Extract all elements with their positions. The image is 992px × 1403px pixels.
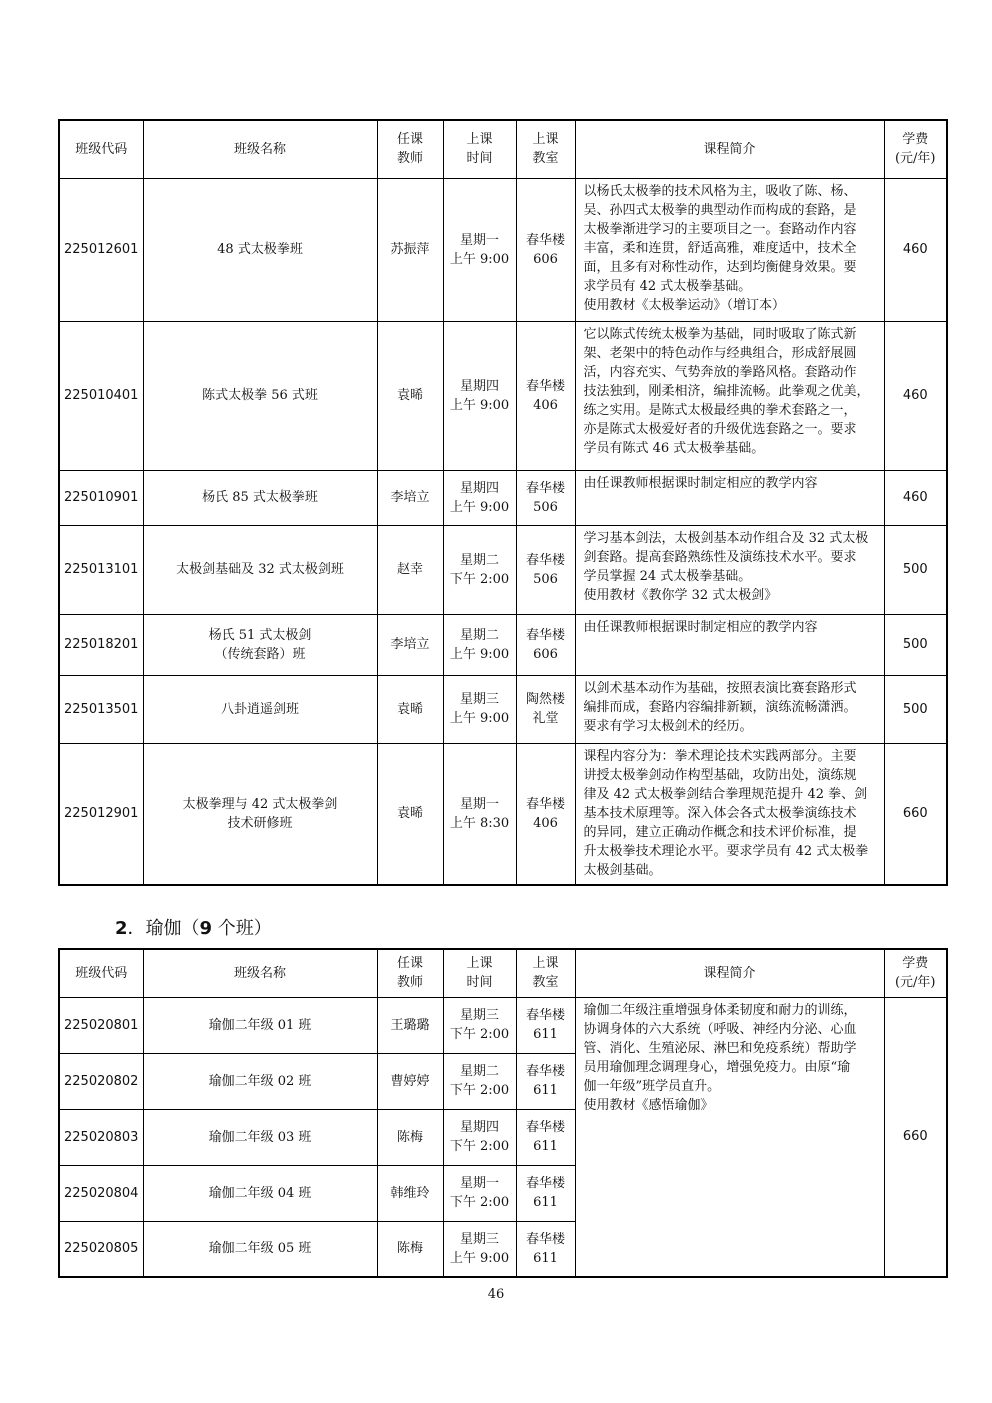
teacher-name: 曹婷婷: [377, 1053, 443, 1109]
classroom: [516, 614, 575, 675]
teacher-name: 王璐璐: [377, 997, 443, 1053]
header-fee: 学费 (元/年): [884, 120, 947, 178]
text-line: 春华楼: [525, 480, 565, 496]
teacher-name: 陈梅: [377, 1221, 443, 1277]
text-line: 由任课教师根据课时制定相应的教学内容: [583, 619, 818, 635]
text-line: 面，且多有对称性动作，达到均衡健身效果。要: [583, 259, 857, 275]
course-description: [575, 525, 884, 614]
text-line: 506: [533, 499, 558, 515]
text-line: 星期四: [459, 1120, 499, 1135]
text-line: 春华楼: [525, 796, 565, 812]
header-room: 上课 教室: [516, 120, 575, 178]
class-time: [443, 1221, 516, 1277]
text-line: 星期一: [459, 796, 499, 812]
header-desc: 课程简介: [575, 120, 884, 178]
text-line: 春华楼: [525, 552, 565, 568]
class-name: [143, 178, 377, 321]
teacher-name: 李培立: [377, 470, 443, 525]
class-time: [443, 321, 516, 470]
course-description: [575, 470, 884, 525]
text-line: 611: [533, 1027, 558, 1042]
course-description: [575, 675, 884, 743]
text-line: 求学员有 42 式太极拳基础。: [583, 278, 752, 294]
text-line: 春华楼: [525, 1176, 565, 1191]
text-line: 星期二: [459, 1064, 499, 1079]
text-line: 编排而成，套路内容编排新颖，演练流畅潇洒。: [583, 699, 857, 715]
teacher-name: 苏振萍: [377, 178, 443, 321]
header-desc: 课程简介: [575, 949, 884, 997]
text-line: 星期一: [459, 232, 499, 248]
text-line: 下午 2:00: [449, 1027, 510, 1042]
text-line: 礼堂: [532, 711, 559, 726]
text-line: 升太极拳技术理论水平。要求学员有 42 式太极拳: [583, 843, 869, 859]
course-description: [575, 178, 884, 321]
text-line: 上午 9:00: [449, 397, 510, 413]
text-line: 星期四: [459, 378, 499, 394]
text-line: 春华楼: [525, 1231, 565, 1247]
class-code: 225020803: [59, 1109, 143, 1165]
text-line: 星期三: [459, 1008, 499, 1023]
teacher-name: 赵幸: [377, 525, 443, 614]
header-teacher: 任课 教师: [377, 120, 443, 178]
text-line: 由任课教师根据课时制定相应的教学内容: [583, 475, 818, 491]
class-code: 225020805: [59, 1221, 143, 1277]
text-line: 以剑术基本动作为基础，按照表演比赛套路形式: [583, 680, 857, 696]
course-description: [575, 743, 884, 885]
text-line: 太极拳理与 42 式太极拳剑: [182, 796, 338, 812]
table-header-row: [59, 949, 947, 997]
classroom: [516, 178, 575, 321]
text-line: 律及 42 式太极拳剑结合拳理规范提升 42 拳、剑: [583, 786, 868, 802]
text-line: 606: [533, 646, 558, 662]
text-line: 611: [533, 1139, 558, 1154]
text-line: 管、消化、生殖泌尿、淋巴和免疫系统）帮助学: [583, 1040, 857, 1056]
taichi-course-table: [58, 119, 948, 886]
text-line: 以杨氏太极拳的技术风格为主，吸收了陈、杨、: [583, 183, 857, 199]
text-line: 星期三: [459, 1231, 499, 1247]
text-line: 活，内容充实、气势奔放的拳路风格。套路动作: [583, 364, 857, 380]
classroom: [516, 470, 575, 525]
course-description: [575, 614, 884, 675]
text-line: 太极剑基础及 32 式太极剑班: [176, 562, 344, 577]
text-line: 太极剑基础。: [583, 862, 662, 878]
text-line: 春华楼: [525, 378, 565, 394]
class-time: [443, 1109, 516, 1165]
table-row: [59, 743, 947, 885]
class-time: [443, 997, 516, 1053]
class-name: [143, 525, 377, 614]
class-code: 225020802: [59, 1053, 143, 1109]
text-line: 丰富，柔和连贯，舒适高雅，难度适中，技术全: [583, 240, 857, 256]
section-heading-yoga: 2．瑜伽（9 个班）: [115, 918, 272, 939]
class-code: 225013101: [59, 525, 143, 614]
class-name: 瑜伽二年级 05 班: [143, 1221, 377, 1277]
classroom: [516, 743, 575, 885]
text-line: 员用瑜伽理念调理身心，增强免疫力。由原“瑜: [583, 1059, 851, 1075]
page-number: 46: [487, 1287, 505, 1302]
text-line: 春华楼: [525, 1120, 565, 1135]
text-line: 上午 9:00: [449, 646, 510, 662]
class-name: [143, 675, 377, 743]
class-code: 225020801: [59, 997, 143, 1053]
table-row: [59, 178, 947, 321]
teacher-name: 李培立: [377, 614, 443, 675]
text-line: 星期一: [459, 1176, 499, 1191]
text-line: 技法独到，刚柔相济，编排流畅。此拳观之优美，: [583, 383, 870, 399]
table-row: [59, 614, 947, 675]
class-time: [443, 525, 516, 614]
classroom: [516, 525, 575, 614]
tuition-fee: 660: [884, 997, 947, 1277]
header-code: 班级代码: [59, 949, 143, 997]
class-name: 瑜伽二年级 04 班: [143, 1165, 377, 1221]
yoga-course-table: [58, 948, 948, 1278]
text-line: 基本技术原理等。深入体会各式太极拳演练技术: [583, 805, 857, 821]
class-code: 225018201: [59, 614, 143, 675]
text-line: 春华楼: [525, 232, 565, 248]
text-line: 太极拳渐进学习的主要项目之一。套路动作内容: [583, 221, 857, 237]
text-line: 学习基本剑法，太极剑基本动作组合及 32 式太极: [583, 530, 869, 546]
classroom: [516, 675, 575, 743]
table-row: [59, 470, 947, 525]
course-description: [575, 997, 884, 1277]
text-line: 杨氏 85 式太极拳班: [202, 490, 318, 505]
class-name: [143, 470, 377, 525]
class-time: [443, 178, 516, 321]
table-row: [59, 525, 947, 614]
tuition-fee: 460: [884, 321, 947, 470]
text-line: 学员掌握 24 式太极拳基础。: [583, 568, 752, 584]
classroom: [516, 1221, 575, 1277]
text-line: 611: [533, 1195, 558, 1210]
tuition-fee: 500: [884, 614, 947, 675]
classroom: [516, 997, 575, 1053]
text-line: 611: [533, 1083, 558, 1098]
text-line: 611: [533, 1250, 558, 1266]
text-line: 上午 9:00: [449, 499, 510, 515]
text-line: （传统套路）班: [214, 646, 306, 662]
text-line: 上午 8:30: [449, 815, 510, 831]
text-line: 下午 2:00: [449, 1083, 510, 1098]
text-line: 要求有学习太极剑术的经历。: [583, 718, 753, 734]
text-line: 春华楼: [525, 1008, 565, 1023]
class-code: 225020804: [59, 1165, 143, 1221]
teacher-name: 袁晞: [377, 743, 443, 885]
text-line: 春华楼: [525, 627, 565, 643]
table-row: [59, 675, 947, 743]
class-code: 225012901: [59, 743, 143, 885]
table-row: [59, 997, 947, 1053]
class-name: [143, 321, 377, 470]
header-name: 班级名称: [143, 949, 377, 997]
class-code: 225010401: [59, 321, 143, 470]
text-line: 上午 9:00: [449, 1250, 510, 1266]
text-line: 星期三: [459, 692, 499, 707]
class-name: [143, 743, 377, 885]
teacher-name: 袁晞: [377, 321, 443, 470]
text-line: 课程内容分为：拳术理论技术实践两部分。主要: [583, 748, 857, 764]
header-time: 上课 时间: [443, 120, 516, 178]
text-line: 它以陈式传统太极拳为基础，同时吸取了陈式新: [583, 326, 857, 342]
tuition-fee: 660: [884, 743, 947, 885]
class-name: 瑜伽二年级 02 班: [143, 1053, 377, 1109]
tuition-fee: 460: [884, 470, 947, 525]
text-line: 杨氏 51 式太极剑: [208, 627, 312, 643]
text-line: 架、老架中的特色动作与经典组合，形成舒展圆: [583, 345, 857, 361]
class-time: [443, 743, 516, 885]
header-fee: 学费 (元/年): [884, 949, 947, 997]
class-time: [443, 1053, 516, 1109]
text-line: 吴、孙四式太极拳的典型动作而构成的套路，是: [583, 202, 857, 218]
class-code: 225010901: [59, 470, 143, 525]
text-line: 剑套路。提高套路熟练性及演练技术水平。要求: [583, 549, 857, 565]
text-line: 星期二: [459, 627, 499, 643]
text-line: 八卦逍遥剑班: [220, 701, 299, 717]
classroom: [516, 1109, 575, 1165]
class-name: 瑜伽二年级 03 班: [143, 1109, 377, 1165]
teacher-name: 陈梅: [377, 1109, 443, 1165]
tuition-fee: 500: [884, 525, 947, 614]
table-row: [59, 321, 947, 470]
text-line: 使用教材《教你学 32 式太极剑》: [583, 587, 778, 603]
class-code: 225012601: [59, 178, 143, 321]
text-line: 陶然楼: [525, 692, 565, 707]
text-line: 使用教材《太极拳运动》（增订本）: [583, 297, 786, 313]
class-time: [443, 470, 516, 525]
text-line: 上午 9:00: [449, 711, 510, 726]
text-line: 瑜伽二年级注重增强身体柔韧度和耐力的训练，: [583, 1002, 857, 1018]
text-line: 下午 2:00: [449, 1139, 510, 1154]
text-line: 星期二: [459, 552, 499, 568]
table-header-row: [59, 120, 947, 178]
classroom: [516, 321, 575, 470]
text-line: 上午 9:00: [449, 251, 510, 267]
text-line: 的异同，建立正确动作概念和技术评价标准，提: [583, 824, 857, 840]
class-name: [143, 614, 377, 675]
text-line: 使用教材《感悟瑜伽》: [583, 1097, 714, 1113]
text-line: 春华楼: [525, 1064, 565, 1079]
text-line: 伽一年级”班学员直升。: [583, 1078, 721, 1094]
text-line: 星期四: [459, 480, 499, 496]
header-name: 班级名称: [143, 120, 377, 178]
text-line: 406: [533, 815, 558, 831]
text-line: 学员有陈式 46 式太极拳基础。: [583, 440, 765, 456]
class-name: 瑜伽二年级 01 班: [143, 997, 377, 1053]
class-time: [443, 675, 516, 743]
tuition-fee: 460: [884, 178, 947, 321]
text-line: 606: [533, 251, 558, 267]
header-room: 上课 教室: [516, 949, 575, 997]
classroom: [516, 1053, 575, 1109]
text-line: 练之实用。是陈式太极最经典的拳术套路之一，: [583, 402, 857, 418]
classroom: [516, 1165, 575, 1221]
text-line: 506: [533, 571, 558, 587]
text-line: 下午 2:00: [449, 571, 510, 587]
text-line: 陈式太极拳 56 式班: [202, 388, 318, 403]
text-line: 亦是陈式太极爱好者的升级优选套路之一。要求: [583, 421, 857, 437]
text-line: 技术研修班: [227, 815, 293, 831]
class-time: [443, 614, 516, 675]
text-line: 讲授太极拳剑动作构型基础，攻防出处，演练规: [583, 767, 857, 783]
teacher-name: 袁晞: [377, 675, 443, 743]
text-line: 协调身体的六大系统（呼吸、神经内分泌、心血: [583, 1021, 857, 1037]
text-line: 下午 2:00: [449, 1195, 510, 1210]
header-time: 上课 时间: [443, 949, 516, 997]
text-line: 48 式太极拳班: [217, 242, 303, 257]
class-time: [443, 1165, 516, 1221]
class-code: 225013501: [59, 675, 143, 743]
header-code: 班级代码: [59, 120, 143, 178]
course-description: [575, 321, 884, 470]
text-line: 406: [533, 397, 558, 413]
header-teacher: 任课 教师: [377, 949, 443, 997]
tuition-fee: 500: [884, 675, 947, 743]
teacher-name: 韩维玲: [377, 1165, 443, 1221]
